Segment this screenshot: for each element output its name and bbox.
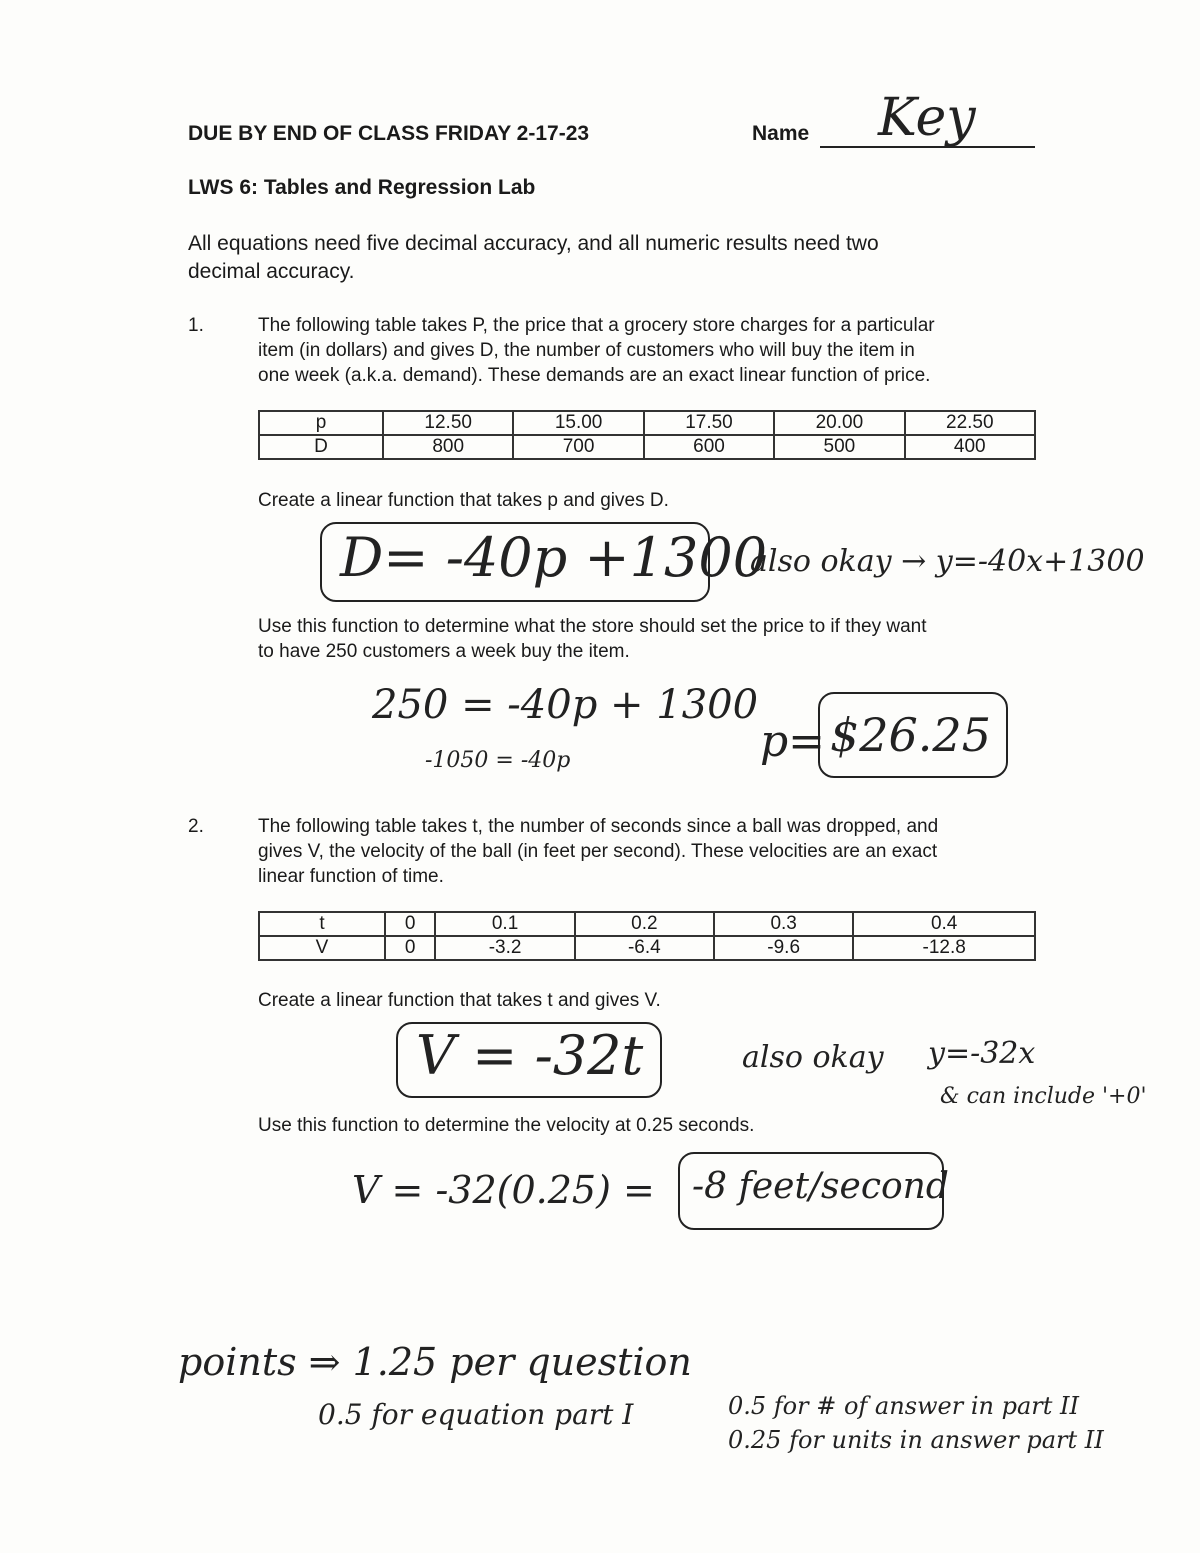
q1-prompt-2-line-2: to have 250 customers a week buy the item. [258,641,630,662]
q1-prompt-2-line-1: Use this function to determine what the store should set the price to if they want [258,616,927,637]
table-cell: 12.50 [383,411,513,435]
table-cell: 800 [383,435,513,459]
q1-prompt-1: Create a linear function that takes p and gives D. [258,490,669,511]
q2-answer-2: -8 feet/second [692,1166,949,1207]
q2-alt-answer: y=-32x [928,1036,1036,1071]
q1-work-1: 250 = -40p + 1300 [372,682,759,728]
q1-answer-2: $26.25 [830,708,991,762]
q1-answer-2-prefix: p= [760,716,826,767]
worksheet-title: LWS 6: Tables and Regression Lab [188,176,536,199]
q2-work-1: V = -32(0.25) = [352,1168,655,1212]
q2-prompt-2: Use this function to determine the velocity at 0.25 seconds. [258,1115,755,1136]
table-cell: 0.1 [435,912,574,936]
table-cell: 15.00 [513,411,643,435]
table-cell: 17.50 [644,411,774,435]
q1-table [258,410,1036,460]
q1-answer-1: D= -40p +1300 [340,526,768,589]
q1-number: 1. [188,315,204,336]
table-cell: -3.2 [435,936,574,960]
q1-text-line-3: one week (a.k.a. demand). These demands are an exact linear function of price. [258,365,931,386]
table-cell: 700 [513,435,643,459]
q1-text-line-1: The following table takes P, the price that a grocery store charges for a particular [258,315,935,336]
grading-equation: 0.5 for equation part I [318,1398,634,1431]
instructions-line-1: All equations need five decimal accuracy, and all numeric results need two [188,232,879,255]
q1-text-line-2: item (in dollars) and gives D, the number of customers who will buy the item in [258,340,915,361]
name-label: Name [752,122,810,145]
table-cell: -6.4 [575,936,714,960]
q1-work-2: -1050 = -40p [425,748,571,773]
table-cell: 22.50 [905,411,1035,435]
table-row [259,912,1035,936]
grading-points: points ⇒ 1.25 per question [178,1340,692,1384]
table-cell: 0 [385,912,435,936]
table-cell: 0 [385,936,435,960]
name-value: Key [878,88,976,148]
q2-table [258,911,1036,961]
table-cell: -9.6 [714,936,853,960]
q2-text-line-1: The following table takes t, the number of seconds since a ball was dropped, and [258,816,939,837]
table-cell: 0.2 [575,912,714,936]
table-cell: 0.3 [714,912,853,936]
q1-prompt-2 [258,614,927,664]
instructions [188,230,879,286]
table-cell: 400 [905,435,1035,459]
table-cell: V [259,936,385,960]
q2-text-line-3: linear function of time. [258,866,444,887]
table-cell: 600 [644,435,774,459]
q2-number: 2. [188,816,204,837]
table-cell: -12.8 [853,936,1035,960]
table-row [259,411,1035,435]
q2-prompt-1: Create a linear function that takes t and gives V. [258,990,661,1011]
table-row [259,435,1035,459]
q1-text [258,313,935,388]
instructions-line-2: decimal accuracy. [188,260,355,283]
table-row [259,936,1035,960]
q2-text [258,814,938,889]
q2-alt-label: also okay [742,1040,884,1075]
table-cell: 20.00 [774,411,904,435]
table-cell: p [259,411,383,435]
q2-text-line-2: gives V, the velocity of the ball (in feet per second). These velocities are an exact [258,841,938,862]
table-cell: t [259,912,385,936]
table-cell: 500 [774,435,904,459]
table-cell: 0.4 [853,912,1035,936]
table-cell: D [259,435,383,459]
grading-units: 0.25 for units in answer part II [728,1426,1104,1454]
q2-alt-note: & can include '+0' [940,1084,1147,1109]
grading-answer: 0.5 for # of answer in part II [728,1392,1079,1420]
q2-answer-1: V = -32t [416,1024,644,1087]
q1-alt-answer: also okay → y=-40x+1300 [750,544,1145,579]
due-date: DUE BY END OF CLASS FRIDAY 2-17-23 [188,122,590,145]
